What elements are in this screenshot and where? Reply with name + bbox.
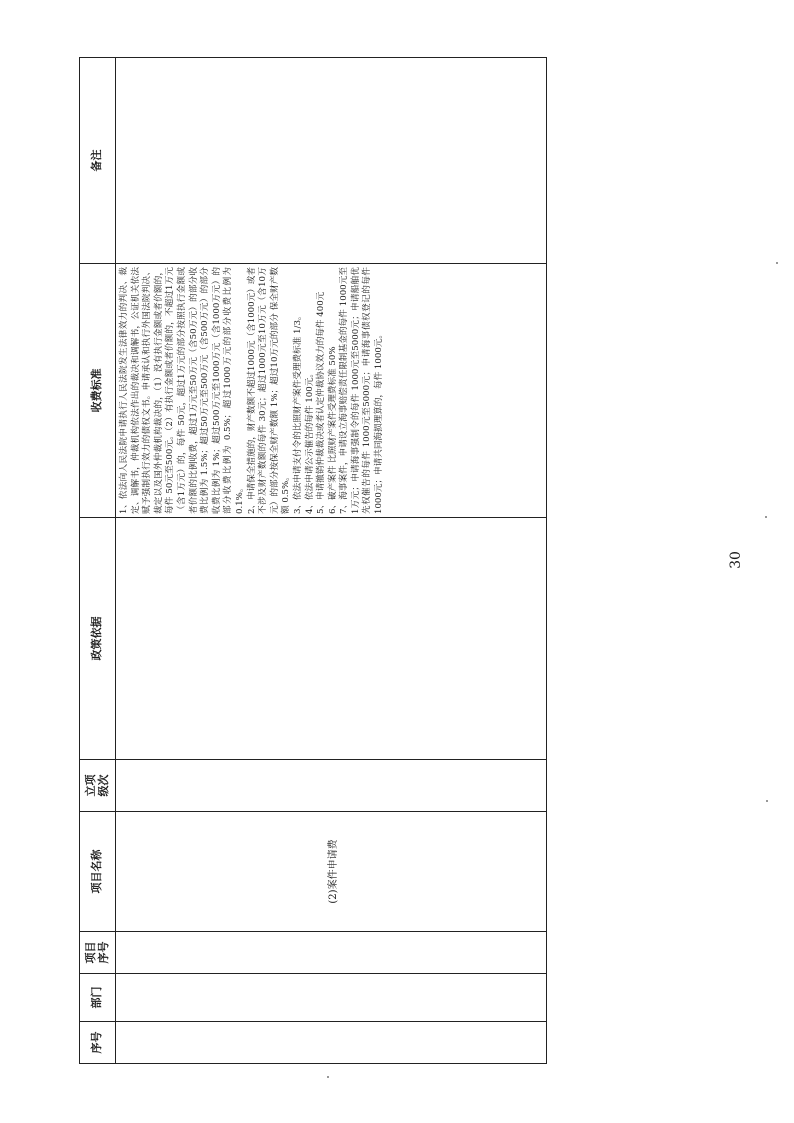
cell-fee-standard: [116, 264, 547, 518]
header-approval-level: 立项级次: [80, 760, 116, 812]
header-policy-basis: 政策依据: [80, 518, 116, 760]
fee-item: 6、破产案件 比照财产案件受理费标准 50%: [327, 346, 338, 514]
header-item-seq: 项目序号: [80, 932, 116, 974]
scan-speck: [776, 262, 778, 264]
cell-approval-level: [116, 760, 547, 812]
fee-item: 7、海事案件，申请设立海事赔偿责任限制基金的每件 1000元至1万元；申请海事强制令的每件 1000元至5000元；申请船舶优先权催告的每件 1000元至5000元；申请海事债权登记的每件 1000元；申请共同海损理算的，每件 1000元。: [339, 267, 385, 514]
cell-seq: [116, 1022, 547, 1064]
scan-speck: [765, 516, 767, 518]
table-row: [116, 58, 547, 1064]
header-item-name: 项目名称: [80, 812, 116, 932]
fee-table: [79, 57, 547, 1064]
scan-speck: [766, 800, 768, 802]
cell-policy-basis: [116, 518, 547, 760]
fee-item: 3、依法申请支付令的比照财产案件受理费标准 1/3。: [292, 311, 303, 514]
cell-item-name: (2)案件申请费: [116, 812, 547, 932]
page-number: 30: [728, 551, 744, 569]
fee-item: 5、申请撤销仲裁裁决或者认定仲裁协议效力的每件 400元: [316, 291, 327, 514]
fee-standard-list: [119, 267, 386, 514]
header-remarks: 备注: [80, 58, 116, 264]
fee-item: 1、依法向人民法院申请执行人民法院发生法律效力的判决、裁定、调解书，仲裁机构依法作出的裁决和调解书，公证机关依法赋予强制执行效力的债权文书。申请承认和执行外国法院判决、裁定以及国外仲裁机构裁决的，（1）没有执行金额或者价额的，每件 50元至500元。（2）有执行金额或者价额的，不超过1万元（含1万元）的，每件 50元，超过1万元的部分按照执行金额或者价额的比例收费，超过1万元至50万元（含50万元）的部分收费比例为 1.5%；超过50万元至500万元（含500万元）的部分收费比例为 1%；超过500万元至1000万元（含1000万元）的部分收费比例为 0.5%；超过1000万元的部分收费比例为 0.1%。: [119, 267, 245, 514]
fee-item: 4、依法申请公示催告的每件 100元。: [304, 369, 315, 514]
table-header-row: [80, 58, 116, 1064]
cell-department: [116, 974, 547, 1022]
cell-item-seq: [116, 932, 547, 974]
scan-speck: [327, 1076, 329, 1078]
header-seq: 序号: [80, 1022, 116, 1064]
fee-item: 2、申请保全措施的，财产数额不超过1000元（含1000元）或者不涉及财产数额的每件 30元；超过1000元至10万元（含10万元）的部分按保全财产数额 1%；超过10万元的部分 保全财产数额 0.5%。: [246, 267, 292, 514]
cell-remarks: [116, 58, 547, 264]
header-fee-standard: 收费标准: [80, 264, 116, 518]
header-department: 部门: [80, 974, 116, 1022]
